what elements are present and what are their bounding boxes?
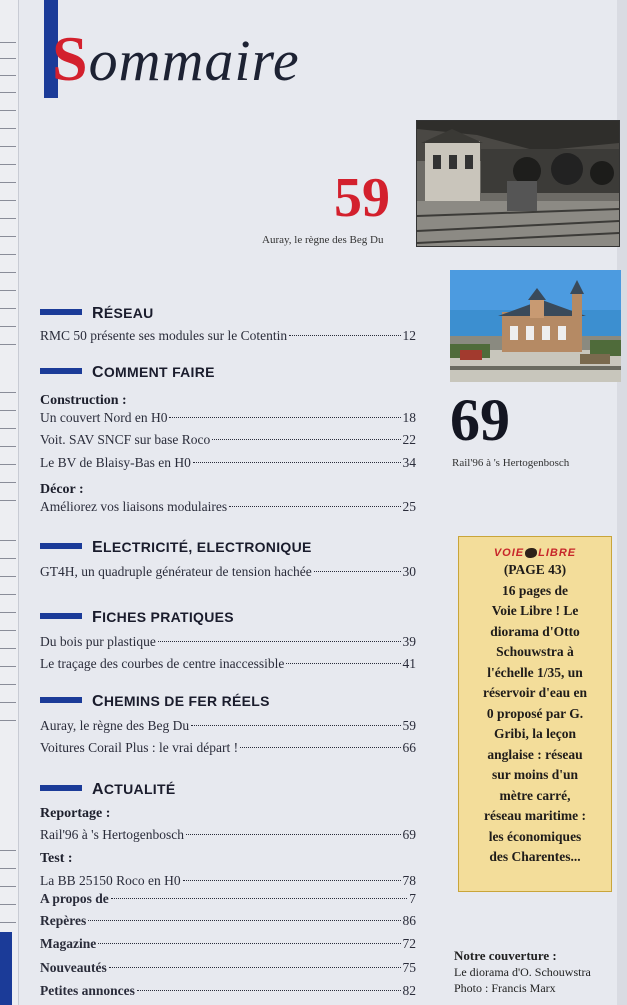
toc-entry[interactable]: Du bois pur plastique 39 — [40, 634, 416, 649]
toc-entry[interactable]: Repères 86 — [40, 913, 416, 928]
toc-entry[interactable]: Petites annonces 82 — [40, 983, 416, 998]
toc-entry[interactable]: Voitures Corail Plus : le vrai départ ! 66 — [40, 740, 416, 755]
toc-entry[interactable]: Voit. SAV SNCF sur base Roco 22 — [40, 432, 416, 447]
toc-entry[interactable]: Le BV de Blaisy-Bas en H0 34 — [40, 455, 416, 470]
toc-entry[interactable]: Améliorez vos liaisons modulaires 25 — [40, 499, 416, 514]
photo-hertogenbosch-layout — [450, 270, 621, 382]
section-bar — [40, 613, 82, 619]
title-rest: ommaire — [88, 28, 300, 93]
toc-entry[interactable]: La BB 25150 Roco en H0 78 — [40, 873, 416, 888]
subheading-construction: Construction : — [40, 393, 127, 408]
feature-number-59: 59 — [334, 167, 390, 229]
section-heading-actualite: ACTUALITÉ — [40, 781, 175, 799]
voie-libre-text: (PAGE 43) 16 pages de Voie Libre ! Le diorama d'Otto Schouwstra à l'échelle 1/35, un réservoir d'eau en 0 proposé par G. Gribi, la leçon anglaise : réseau sur moins d'un mètre carré, réseau maritime : les économiques des Charentes... — [483, 562, 587, 864]
locomotive-icon — [525, 548, 537, 558]
cover-line2: Photo : Francis Marx — [454, 981, 556, 995]
section-bar — [40, 543, 82, 549]
toc-entry[interactable]: Auray, le règne des Beg Du 59 — [40, 718, 416, 733]
section-heading-comment-faire: COMMENT FAIRE — [40, 364, 215, 382]
subheading-reportage: Reportage : — [40, 806, 111, 821]
feature-number-69: 69 — [450, 387, 510, 453]
toc-entry[interactable]: Le traçage des courbes de centre inaccessible 41 — [40, 656, 416, 671]
section-bar — [40, 309, 82, 315]
toc-entry[interactable]: Nouveautés 75 — [40, 960, 416, 975]
toc-entry[interactable]: A propos de 7 — [40, 891, 416, 906]
section-heading-reseau: RÉSEAU — [40, 305, 154, 323]
title-initial: S — [52, 23, 89, 94]
adjacent-page-strip — [0, 0, 19, 1005]
feature-caption-59: Auray, le règne des Beg Du — [262, 234, 384, 246]
section-bar — [40, 368, 82, 374]
subheading-test: Test : — [40, 851, 73, 866]
toc-entry[interactable]: Magazine 72 — [40, 936, 416, 951]
section-heading-electricite: ELECTRICITÉ, ELECTRONIQUE — [40, 539, 312, 557]
page-title — [52, 22, 300, 96]
toc-entry[interactable]: RMC 50 présente ses modules sur le Cotentin 12 — [40, 328, 416, 343]
feature-caption-69: Rail'96 à 's Hertogenbosch — [452, 457, 570, 469]
voie-libre-box — [458, 536, 612, 892]
section-heading-chemins: CHEMINS DE FER RÉELS — [40, 693, 270, 711]
toc-entry[interactable]: GT4H, un quadruple générateur de tension hachée 30 — [40, 564, 416, 579]
cover-credit — [454, 948, 591, 996]
cover-line1: Le diorama d'O. Schouwstra — [454, 965, 591, 979]
cover-heading: Notre couverture : — [454, 948, 557, 963]
section-bar — [40, 785, 82, 791]
photo-auray-station — [416, 120, 620, 247]
adjacent-page-blue-bar — [0, 932, 12, 1005]
subheading-decor: Décor : — [40, 482, 84, 497]
section-bar — [40, 697, 82, 703]
section-heading-fiches: FICHES PRATIQUES — [40, 609, 234, 627]
toc-entry[interactable]: Un couvert Nord en H0 18 — [40, 410, 416, 425]
toc-entry[interactable]: Rail'96 à 's Hertogenbosch 69 — [40, 827, 416, 842]
voie-libre-logo: VOIE LIBRE — [493, 547, 577, 559]
